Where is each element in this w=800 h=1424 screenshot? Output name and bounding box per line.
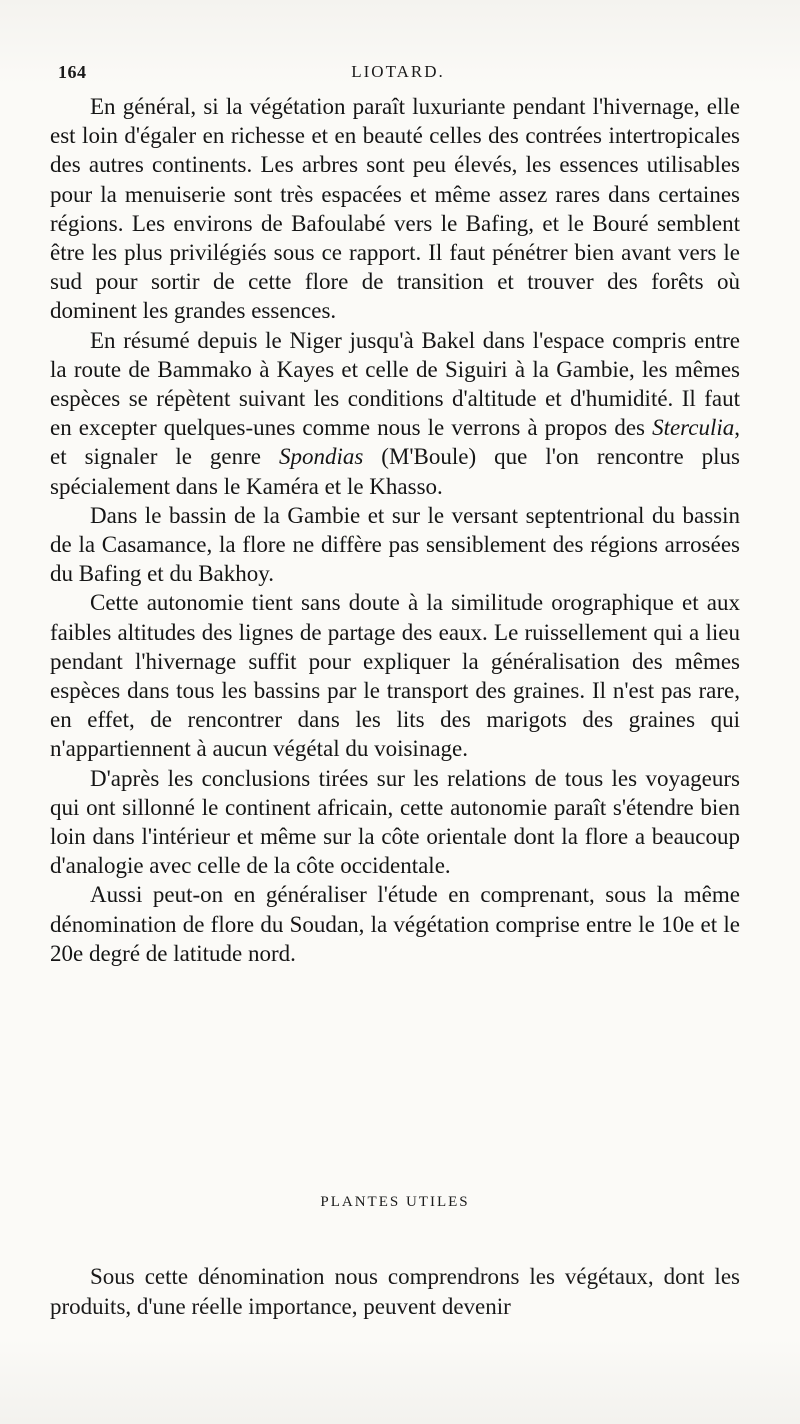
paragraph-5: D'après les conclusions tirées sur les relations de tous les voyageurs qui ont sillonné le continent africain, cette autonomie paraît s'étendre bien loin dans l'intérieur et même sur la côte orientale dont la flore a beaucoup d'analogie avec celle de la côte occidentale.	[50, 765, 740, 879]
paragraph-2-text-c: (M'Boule) que l'on rencontre plus spécialement dans le Kaméra et le Khasso.	[50, 444, 740, 499]
paragraph-3: Dans le bassin de la Gambie et sur le versant septentrional du bassin de la Casamance, la flore ne diffère pas sensiblement des régions arrosées du Bafing et du Bakhoy.	[50, 502, 740, 587]
page-header	[58, 62, 738, 92]
genus-sterculia: Sterculia	[652, 415, 735, 441]
paragraph-6: Aussi peut-on en généraliser l'étude en comprenant, sous la même dénomination de flore du Soudan, la végétation comprise entre le 10e et le 20e degré de latitude nord.	[50, 882, 740, 966]
paragraph-7: Sous cette dénomination nous comprendrons les végétaux, dont les produits, d'une réelle importance, peuvent devenir	[50, 1264, 740, 1319]
paragraph-2-text-b: , et signaler le genre	[50, 415, 740, 470]
section-title: PLANTES UTILES	[320, 1194, 470, 1210]
page-number: 164	[58, 62, 87, 82]
final-text	[50, 1262, 740, 1322]
running-head: LIOTARD.	[351, 62, 445, 81]
paragraph-1: En général, si la végétation paraît luxuriante pendant l'hivernage, elle est loin d'égaler en richesse et en beauté celles des contrées intertropicales des autres continents. Les arbres sont peu élevés, les essences utilisables pour la menuiserie sont très espacées et même assez rares dans certaines régions. Les environs de Bafoulabé vers le Bafing, et le Bouré semblent être les plus privilégiés sous ce rapport. Il faut pénétrer bien avant vers le sud pour sortir de cette flore de transition et trouver des forêts où dominent les grandes essences.	[50, 94, 740, 324]
paragraph-2	[50, 326, 740, 501]
paragraph-4: Cette autonomie tient sans doute à la similitude orographique et aux faibles altitudes des lignes de partage des eaux. Le ruissellement qui a lieu pendant l'hivernage suffit pour expliquer la généralisation des mêmes espèces dans tous les bassins par le transport des graines. Il n'est pas rare, en effet, de rencontrer dans les lits des marigots des graines qui n'appartiennent à aucun végétal du voisinage.	[50, 590, 740, 762]
body-text	[50, 92, 740, 968]
genus-spondias: Spondias	[278, 444, 364, 470]
paragraph-2-text-a: En résumé depuis le Niger jusqu'à Bakel dans l'espace compris entre la route de Bammako à Kayes et celle de Siguiri à la Gambie, les mêmes espèces se répètent suivant les conditions d'altitude et d'humidité. Il faut en excepter quelques-unes comme nous le verrons à propos des	[50, 327, 740, 441]
